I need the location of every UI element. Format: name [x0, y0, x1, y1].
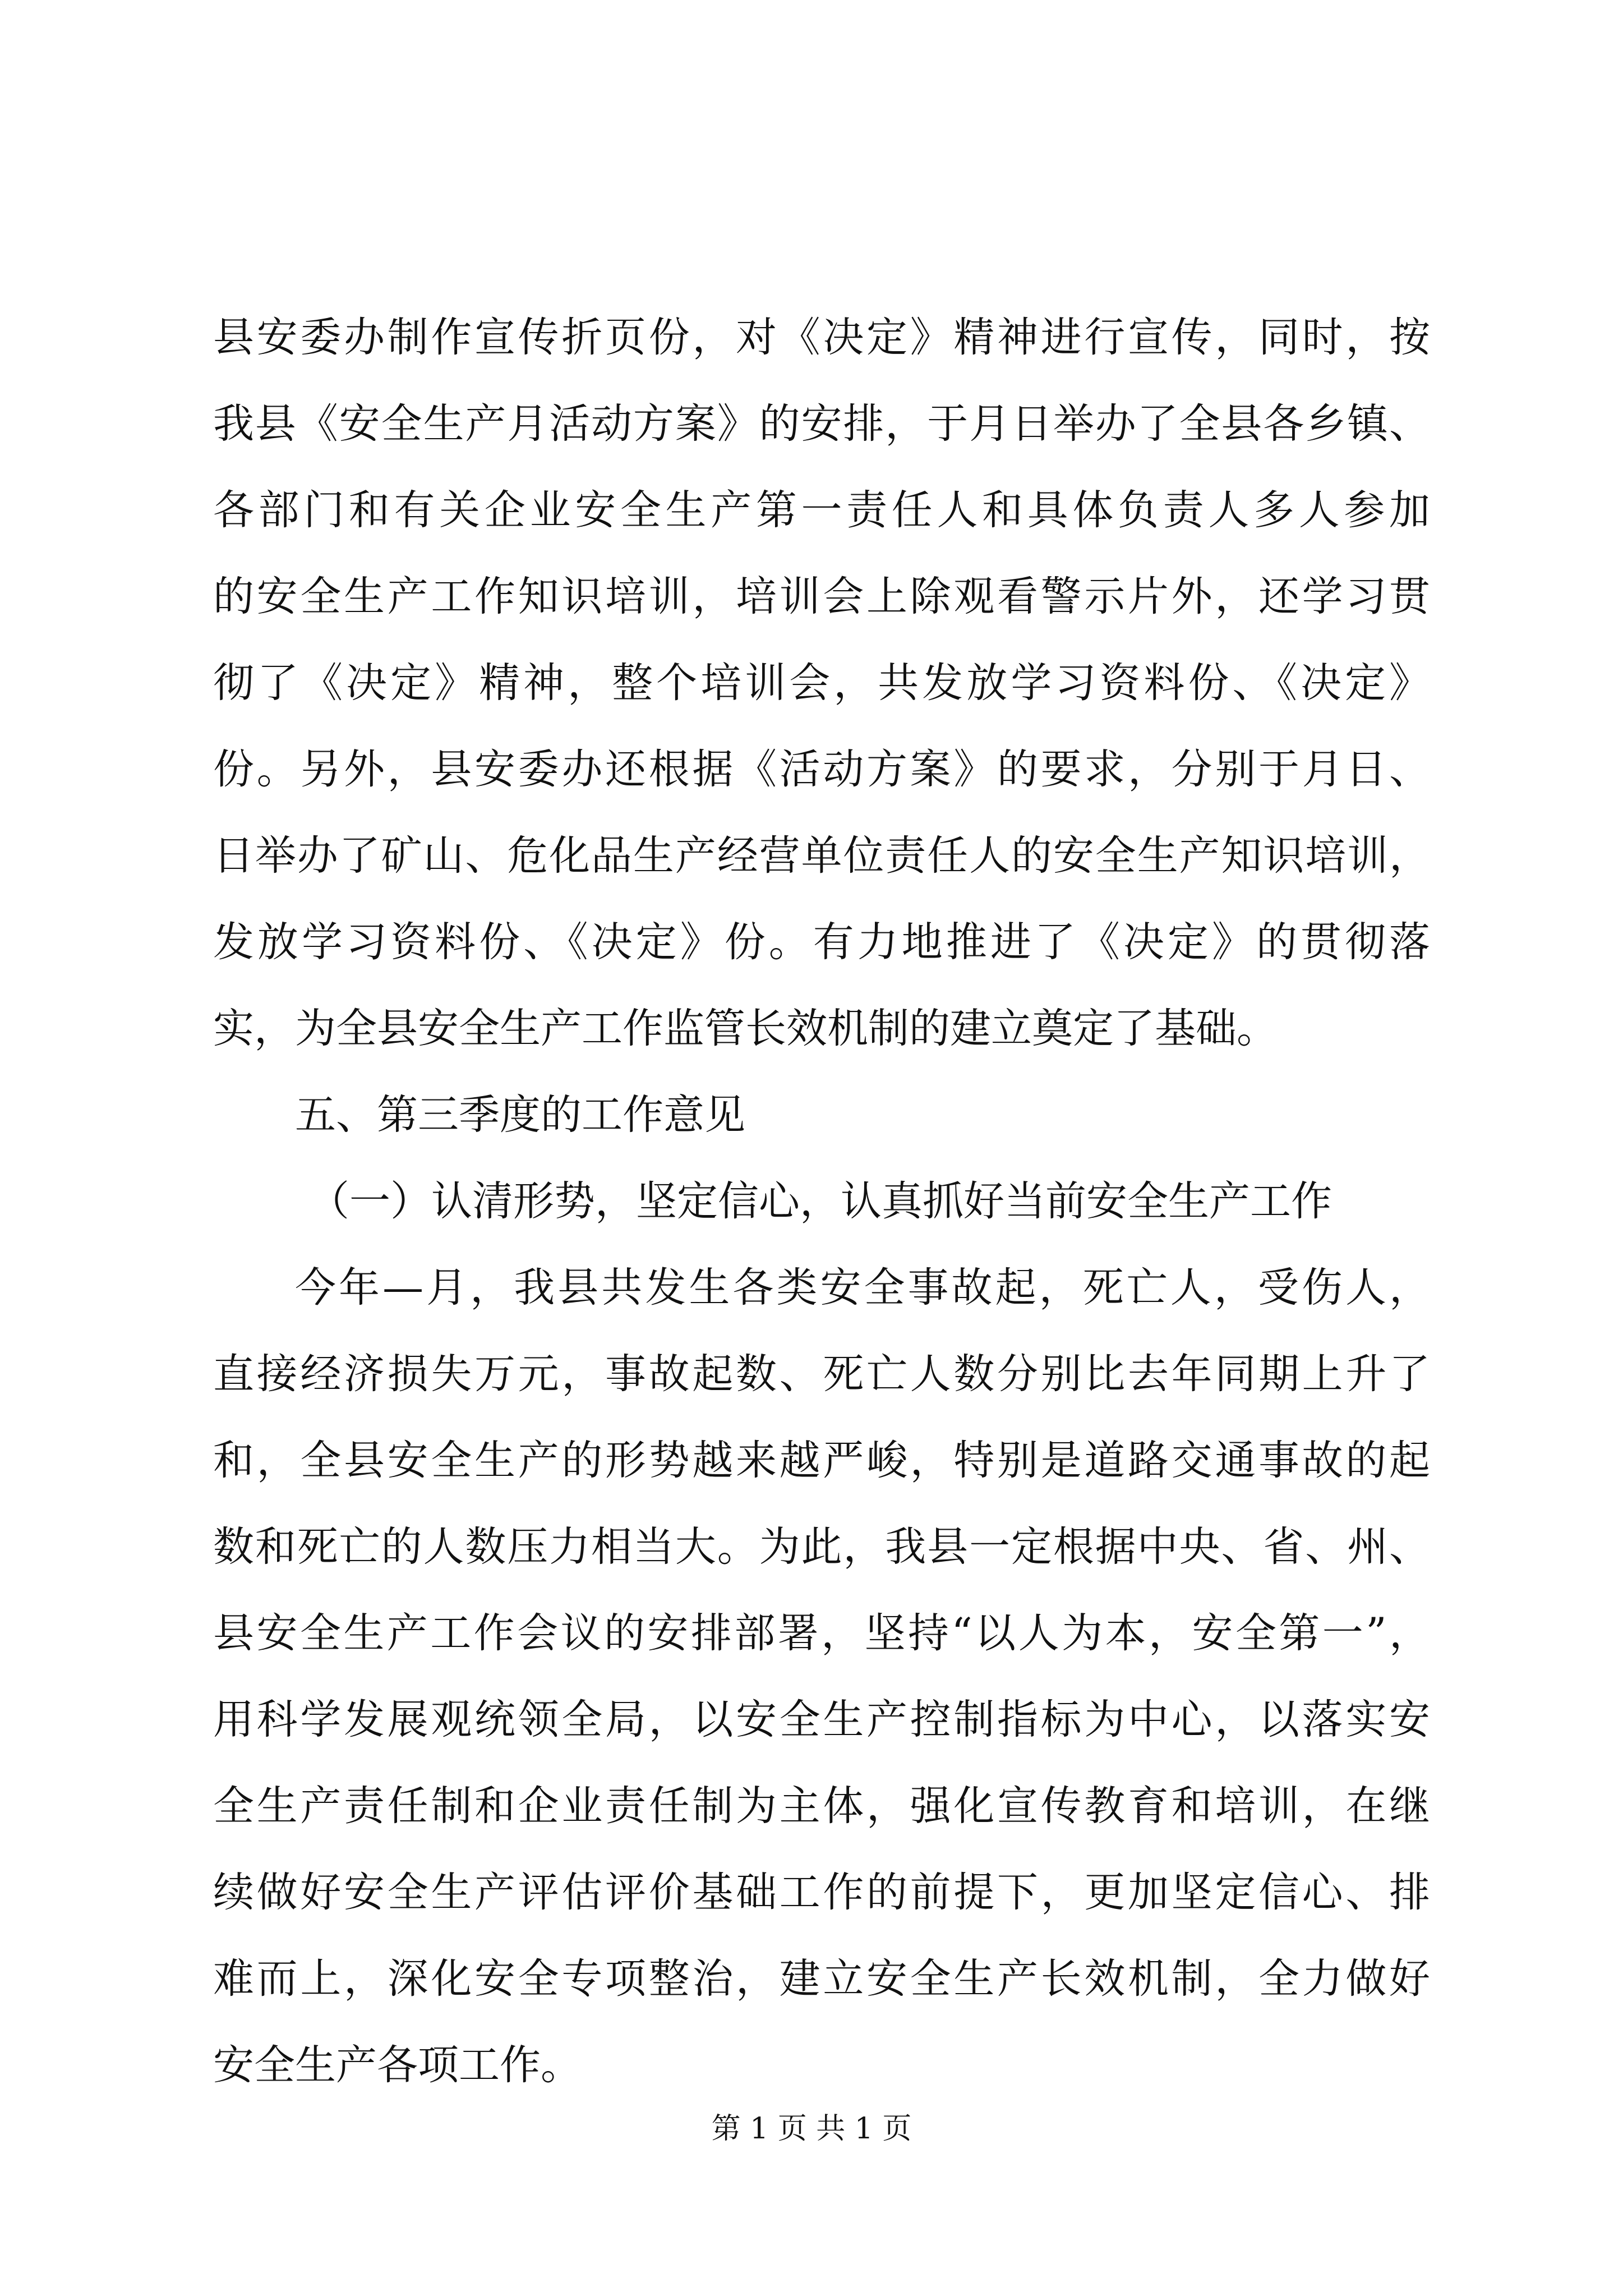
- text-line: 用科学发展观统领全局，以安全生产控制指标为中心，以落实安: [213, 1696, 1430, 1743]
- page-number-label: 第 1 页 共 1 页: [711, 2112, 912, 2146]
- text-line: 安全生产各项工作。: [213, 2041, 582, 2089]
- text-line: 县安委办制作宣传折页份，对《决定》精神进行宣传，同时，按: [213, 314, 1430, 361]
- text-line: 日举办了矿山、危化品生产经营单位责任人的安全生产知识培训，: [213, 832, 1430, 880]
- text-line: 难而上，深化安全专项整治，建立安全生产长效机制，全力做好: [213, 1955, 1430, 2003]
- text-line: 数和死亡的人数压力相当大。为此，我县一定根据中央、省、州、: [213, 1523, 1430, 1571]
- text-line: 直接经济损失万元，事故起数、死亡人数分别比去年同期上升了: [213, 1350, 1430, 1398]
- section-heading: 五、第三季度的工作意见: [295, 1091, 745, 1139]
- text-line: 今年—月，我县共发生各类安全事故起，死亡人，受伤人，: [295, 1264, 1430, 1312]
- document-body: [213, 295, 1430, 2109]
- text-line: 和，全县安全生产的形势越来越严峻，特别是道路交通事故的起: [213, 1437, 1430, 1484]
- text-line: 我县《安全生产月活动方案》的安排，于月日举办了全县各乡镇、: [213, 400, 1430, 448]
- text-line: 份。另外，县安委办还根据《活动方案》的要求，分别于月日、: [213, 746, 1430, 793]
- text-line: 续做好安全生产评估评价基础工作的前提下，更加坚定信心、排: [213, 1869, 1430, 1916]
- subsection-heading: （一）认清形势，坚定信心，认真抓好当前安全生产工作: [308, 1177, 1332, 1225]
- page-footer: [0, 2109, 1623, 2148]
- text-line: 县安全生产工作会议的安排部署，坚持“以人为本，安全第一”，: [213, 1609, 1430, 1657]
- text-line: 全生产责任制和企业责任制为主体，强化宣传教育和培训，在继: [213, 1782, 1430, 1830]
- text-line: 彻了《决定》精神，整个培训会，共发放学习资料份、《决定》: [213, 659, 1430, 707]
- text-line: 各部门和有关企业安全生产第一责任人和具体负责人多人参加: [213, 486, 1430, 534]
- text-line: 发放学习资料份、《决定》份。有力地推进了《决定》的贯彻落: [213, 918, 1430, 966]
- text-line: 实，为全县安全生产工作监管长效机制的建立奠定了基础。: [213, 1005, 1278, 1052]
- text-line: 的安全生产工作知识培训，培训会上除观看警示片外，还学习贯: [213, 573, 1430, 620]
